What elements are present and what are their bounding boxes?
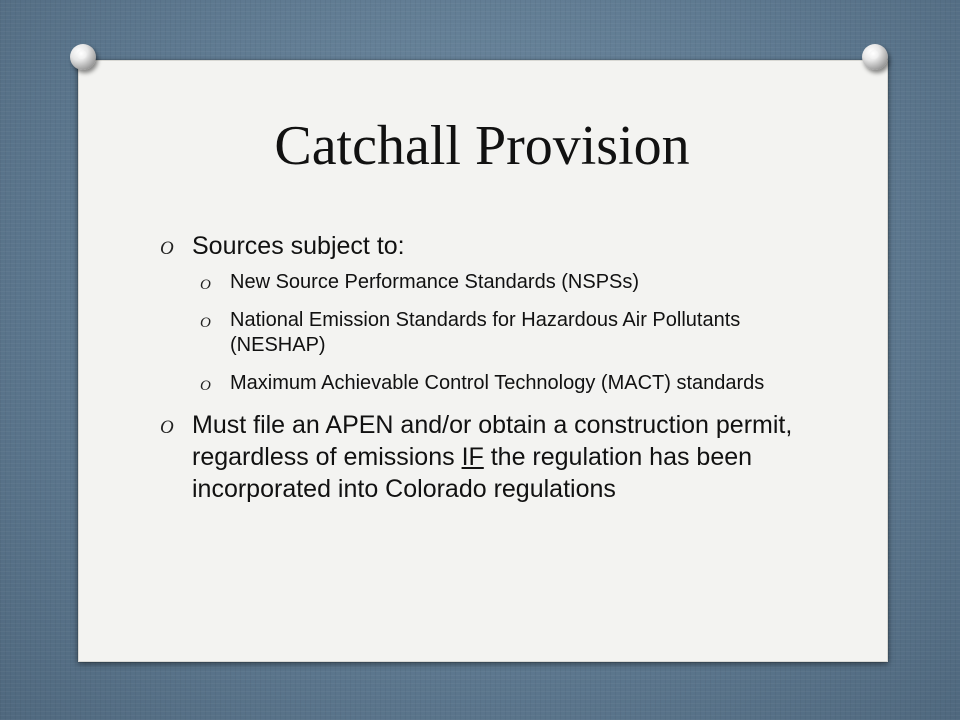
bullet-marker-icon: O (200, 378, 211, 394)
bullet-marker-icon: O (160, 417, 174, 438)
bullet-marker-icon: O (160, 238, 174, 259)
sub-bullet-item (160, 308, 840, 358)
slide-content (160, 230, 840, 513)
bullet-text: Sources subject to: (192, 232, 405, 260)
pushpin-right-icon (862, 44, 888, 70)
bullet-text (192, 411, 792, 503)
underlined-condition: IF (461, 443, 484, 471)
sub-bullet-item (160, 371, 840, 396)
sub-bullet-text: National Emission Standards for Hazardous Air Pollutants (NESHAP) (230, 309, 741, 356)
bullet-item (160, 230, 840, 262)
bullet-item (160, 409, 840, 505)
sub-bullet-text: Maximum Achievable Control Technology (MACT) standards (230, 372, 765, 394)
slide-title: Catchall Provision (274, 115, 690, 177)
sub-bullet-text: New Source Performance Standards (NSPSs) (230, 271, 640, 293)
bullet-text-start: Must file an APEN and/or obtain a construction permit, regardless of emissions (192, 411, 793, 471)
pushpin-left-icon (70, 44, 96, 70)
bullet-marker-icon: O (200, 315, 211, 331)
sub-bullet-item (160, 270, 840, 295)
bullet-text-end: the regulation has been incorporated into Colorado regulations (192, 443, 753, 503)
bullet-marker-icon: O (200, 277, 211, 293)
